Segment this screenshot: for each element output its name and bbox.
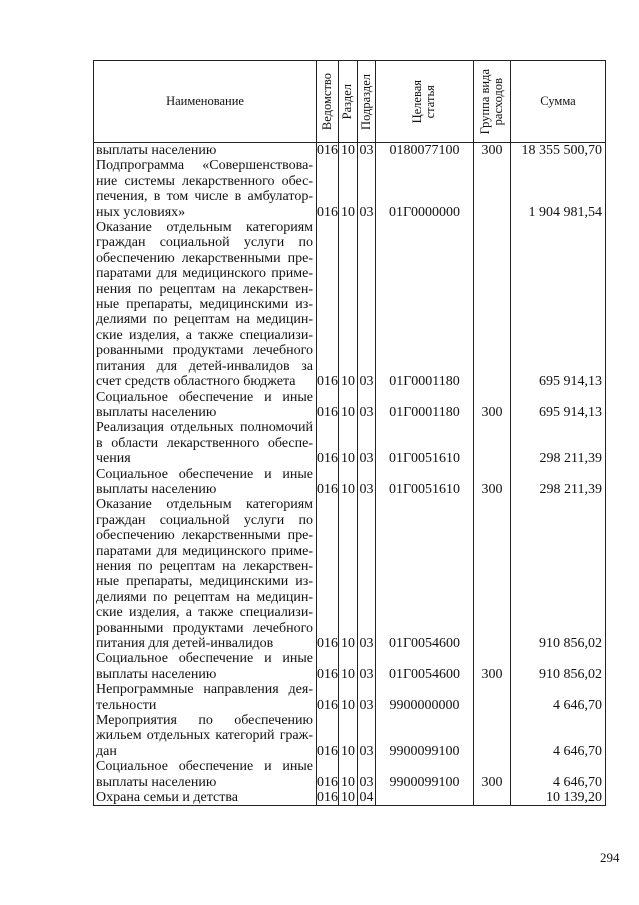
table-row [94, 390, 606, 421]
cell-sum: 10 139,20 [511, 790, 606, 806]
header-target-item-label: Целевая статья [410, 79, 438, 124]
header-name: Наименование [94, 61, 317, 143]
table-row [94, 467, 606, 498]
cell-sum: 4 646,70 [511, 713, 606, 759]
header-sum: Сумма [511, 61, 606, 143]
cell-target-item: 9900000000 [376, 682, 474, 713]
page-number: 294 [600, 850, 620, 865]
cell-sum: 18 355 500,70 [511, 143, 606, 159]
cell-section: 10 [339, 713, 358, 759]
cell-subsection: 03 [358, 651, 376, 682]
cell-department: 016 [317, 651, 339, 682]
cell-department: 016 [317, 790, 338, 806]
cell-expense-group: 300 [474, 143, 511, 159]
cell-target-item: 01Г0000000 [376, 158, 474, 220]
cell-subsection: 03 [358, 682, 376, 713]
cell-subsection: 04 [359, 790, 374, 806]
cell-sum: 4 646,70 [511, 682, 606, 713]
cell-name: Реализация отдельных полномочий в области лекарственного обеспечения [94, 420, 317, 466]
header-expense-group-label: Группа вида расходов [477, 68, 505, 135]
cell-name: Непрограммные направления деятельности [94, 682, 317, 713]
cell-subsection: 03 [358, 467, 376, 498]
cell-name: Социальное обеспечение и иные выплаты населению [94, 390, 317, 421]
header-department-label: Ведомство [319, 72, 334, 131]
cell-expense-group [474, 220, 511, 389]
cell-department: 016 [317, 497, 339, 651]
cell-expense-group: 300 [474, 390, 511, 421]
cell-name: выплаты населению [94, 143, 317, 159]
cell-section: 10 [339, 759, 358, 790]
cell-name: Мероприятия по обеспечению жильем отдельных категорий граждан [94, 713, 317, 759]
cell-department: 016 [317, 220, 339, 389]
cell-target-item: 01Г0054600 [376, 651, 474, 682]
header-subsection [358, 61, 376, 143]
cell-name: Оказание отдельным категориям граждан социальной услуги по обеспечению лекарственными препаратами для медицинского применения по рецептам на лекарственные препараты, медицинскими изделиями по рецептам на медицинские изделия, а также специализированными продуктами лечебного питания для детей-инвалидов за счет средств областного бюджета [94, 220, 317, 389]
cell-section: 10 [339, 220, 358, 389]
cell-expense-group: 300 [474, 651, 511, 682]
table-row [94, 497, 606, 651]
header-section-label: Раздел [340, 83, 355, 120]
table-row [94, 682, 606, 713]
cell-section: 10 [339, 682, 358, 713]
header-subsection-label: Подраздел [358, 73, 373, 130]
cell-target-item: 01Г0001180 [376, 220, 474, 389]
cell-sum: 695 914,13 [511, 220, 606, 389]
cell-expense-group [474, 790, 511, 806]
cell-section: 10 [339, 467, 358, 498]
cell-expense-group: 300 [474, 467, 511, 498]
cell-target-item: 9900099100 [376, 713, 474, 759]
cell-department: 016 [317, 158, 339, 220]
budget-table-container [93, 60, 606, 806]
cell-section: 10 [339, 143, 358, 159]
budget-table [93, 60, 606, 806]
cell-department: 016 [317, 390, 339, 421]
cell-sum: 910 856,02 [511, 651, 606, 682]
header-target-item [376, 61, 474, 143]
cell-target-item: 01Г0001180 [376, 390, 474, 421]
cell-name: Подпрограмма «Совершенствование системы лекарственного обеспечения, в том числе в амбулаторных условиях» [94, 158, 317, 220]
table-row [94, 158, 606, 220]
cell-name: Оказание отдельным категориям граждан социальной услуги по обеспечению лекарственными препаратами для медицинского применения по рецептам на лекарственные препараты, медицинскими изделиями по рецептам на медицинские изделия, а также специализированными продуктами лечебного питания для детей-инвалидов [94, 497, 317, 651]
table-row [94, 420, 606, 466]
cell-expense-group [474, 682, 511, 713]
cell-expense-group [474, 497, 511, 651]
cell-department: 016 [317, 143, 338, 158]
cell-target-item: 9900099100 [376, 759, 474, 790]
table-row [94, 220, 606, 389]
cell-subsection: 03 [358, 497, 376, 651]
cell-name: Социальное обеспечение и иные выплаты населению [94, 467, 317, 498]
cell-expense-group [474, 158, 511, 220]
cell-subsection: 03 [358, 158, 376, 220]
cell-section: 10 [339, 390, 358, 421]
cell-department: 016 [317, 420, 339, 466]
cell-sum: 298 211,39 [511, 420, 606, 466]
header-department [317, 61, 339, 143]
cell-target-item: 01Г0051610 [376, 420, 474, 466]
cell-target-item: 0180077100 [376, 143, 474, 159]
table-row [94, 143, 606, 159]
cell-expense-group [474, 420, 511, 466]
table-row [94, 713, 606, 759]
cell-expense-group: 300 [474, 759, 511, 790]
cell-target-item [376, 790, 474, 806]
cell-subsection: 03 [359, 143, 374, 158]
cell-department: 016 [317, 682, 339, 713]
cell-department: 016 [317, 713, 339, 759]
cell-section: 10 [339, 651, 358, 682]
cell-subsection: 03 [358, 420, 376, 466]
cell-subsection: 03 [358, 390, 376, 421]
cell-section: 10 [339, 158, 358, 220]
cell-target-item: 01Г0054600 [376, 497, 474, 651]
cell-sum: 298 211,39 [511, 467, 606, 498]
cell-subsection: 03 [358, 759, 376, 790]
cell-section: 10 [339, 497, 358, 651]
cell-expense-group [474, 713, 511, 759]
cell-name: Охрана семьи и детства [94, 790, 317, 806]
header-section [339, 61, 358, 143]
cell-subsection: 03 [358, 713, 376, 759]
cell-section: 10 [339, 420, 358, 466]
cell-sum: 1 904 981,54 [511, 158, 606, 220]
cell-department: 016 [317, 467, 339, 498]
cell-sum: 4 646,70 [511, 759, 606, 790]
table-row [94, 790, 606, 806]
header-expense-group [474, 61, 511, 143]
table-row [94, 759, 606, 790]
cell-subsection: 03 [358, 220, 376, 389]
cell-target-item: 01Г0051610 [376, 467, 474, 498]
cell-sum: 695 914,13 [511, 390, 606, 421]
cell-section: 10 [339, 790, 358, 806]
cell-name: Социальное обеспечение и иные выплаты населению [94, 759, 317, 790]
cell-name: Социальное обеспечение и иные выплаты населению [94, 651, 317, 682]
table-row [94, 651, 606, 682]
cell-department: 016 [317, 759, 339, 790]
table-header-row [94, 61, 606, 143]
cell-sum: 910 856,02 [511, 497, 606, 651]
